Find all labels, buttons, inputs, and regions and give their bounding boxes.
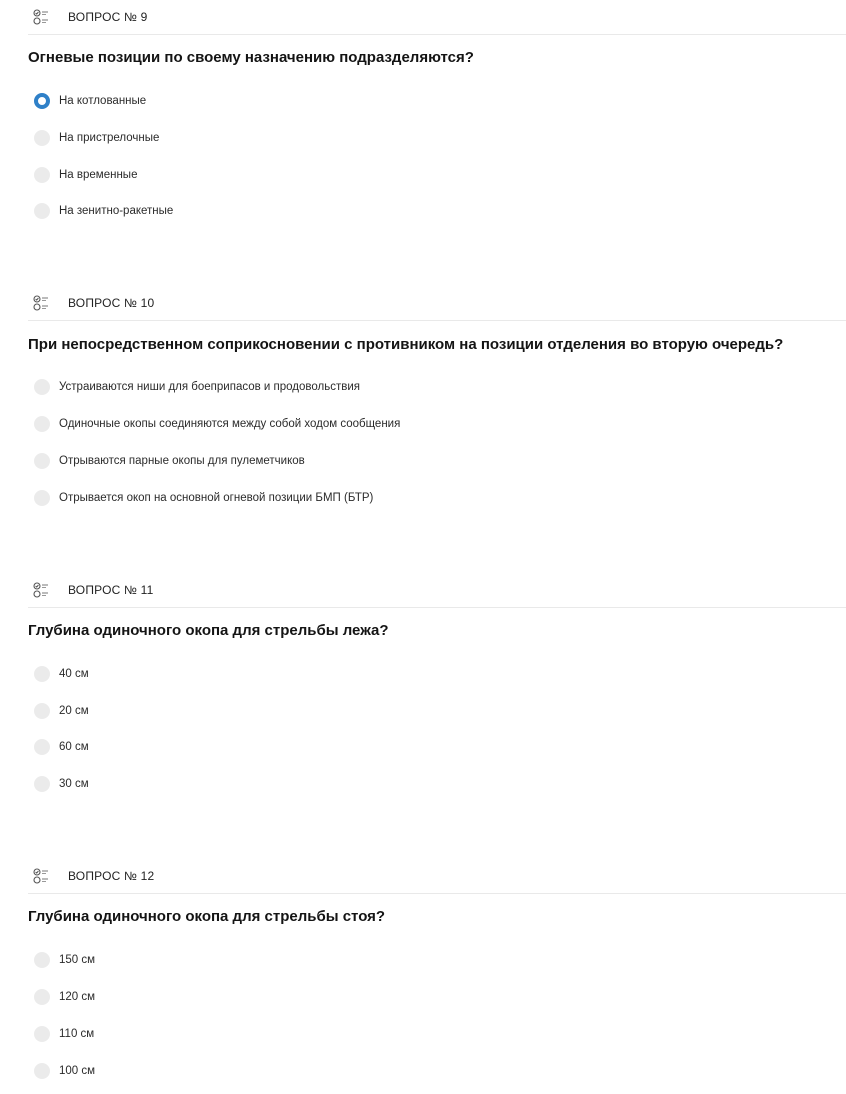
answer-option[interactable] (32, 377, 792, 397)
answer-option-label: 110 см (59, 1028, 95, 1040)
answer-option-label: Устраиваются ниши для боеприпасов и продовольствия (59, 381, 361, 393)
radio-button[interactable] (34, 379, 50, 395)
question-list-icon (33, 582, 49, 598)
answer-option-label: 100 см (59, 1065, 96, 1077)
answer-option[interactable] (32, 201, 792, 221)
radio-button[interactable] (34, 666, 50, 682)
answer-option[interactable] (32, 664, 792, 684)
answer-option-label: Отрывается окоп на основной огневой позиции БМП (БТР) (59, 492, 374, 504)
divider (28, 34, 846, 35)
question-block-11 (0, 573, 846, 803)
question-title: При непосредственном соприкосновении с противником на позиции отделения во вторую очередь? (28, 336, 784, 353)
answer-option-label: 40 см (59, 668, 89, 680)
answer-option[interactable] (32, 91, 792, 111)
question-header (0, 286, 846, 320)
answer-option-label: На зенитно-ракетные (59, 205, 174, 217)
question-header (0, 859, 846, 893)
radio-button[interactable] (34, 130, 50, 146)
question-header (0, 573, 846, 607)
question-block-12 (0, 859, 846, 1089)
question-list-icon (33, 9, 49, 25)
divider (28, 320, 846, 321)
question-title: Глубина одиночного окопа для стрельбы лежа? (28, 622, 389, 639)
question-header (0, 0, 846, 34)
answer-option[interactable] (32, 165, 792, 185)
answer-option-label: На временные (59, 169, 138, 181)
question-title: Глубина одиночного окопа для стрельбы стоя? (28, 908, 386, 925)
divider (28, 893, 846, 894)
radio-button[interactable] (34, 776, 50, 792)
question-title: Огневые позиции по своему назначению подразделяются? (28, 49, 474, 66)
question-list-icon (33, 868, 49, 884)
radio-button[interactable] (34, 453, 50, 469)
answer-option[interactable] (32, 774, 792, 794)
question-number: ВОПРОС № 10 (68, 296, 155, 310)
radio-button[interactable] (34, 989, 50, 1005)
answer-option[interactable] (32, 488, 792, 508)
radio-button[interactable] (34, 1026, 50, 1042)
answer-option-label: Одиночные окопы соединяются между собой ходом сообщения (59, 418, 401, 430)
answer-option[interactable] (32, 451, 792, 471)
answer-option-label: На пристрелочные (59, 132, 160, 144)
answer-option[interactable] (32, 1061, 792, 1081)
radio-button[interactable] (34, 490, 50, 506)
radio-button[interactable] (34, 952, 50, 968)
answer-option[interactable] (32, 128, 792, 148)
radio-button[interactable] (34, 167, 50, 183)
answer-option[interactable] (32, 414, 792, 434)
answer-option-label: 120 см (59, 991, 96, 1003)
answer-option-label: 20 см (59, 705, 89, 717)
radio-button[interactable] (34, 416, 50, 432)
radio-button[interactable] (34, 739, 50, 755)
answer-option[interactable] (32, 1024, 792, 1044)
answer-option-label: 60 см (59, 741, 89, 753)
question-block-9 (0, 0, 846, 230)
answer-option[interactable] (32, 950, 792, 970)
radio-button[interactable] (34, 203, 50, 219)
question-number: ВОПРОС № 11 (68, 583, 154, 597)
radio-button[interactable] (34, 93, 50, 109)
answer-option[interactable] (32, 987, 792, 1007)
question-number: ВОПРОС № 9 (68, 10, 148, 24)
answer-option[interactable] (32, 701, 792, 721)
question-block-10 (0, 286, 846, 516)
question-number: ВОПРОС № 12 (68, 869, 155, 883)
answer-option-label: На котлованные (59, 95, 147, 107)
divider (28, 607, 846, 608)
answer-option-label: Отрываются парные окопы для пулеметчиков (59, 455, 305, 467)
question-list-icon (33, 295, 49, 311)
radio-button[interactable] (34, 1063, 50, 1079)
radio-button[interactable] (34, 703, 50, 719)
answer-option-label: 150 см (59, 954, 96, 966)
answer-option[interactable] (32, 737, 792, 757)
answer-option-label: 30 см (59, 778, 89, 790)
